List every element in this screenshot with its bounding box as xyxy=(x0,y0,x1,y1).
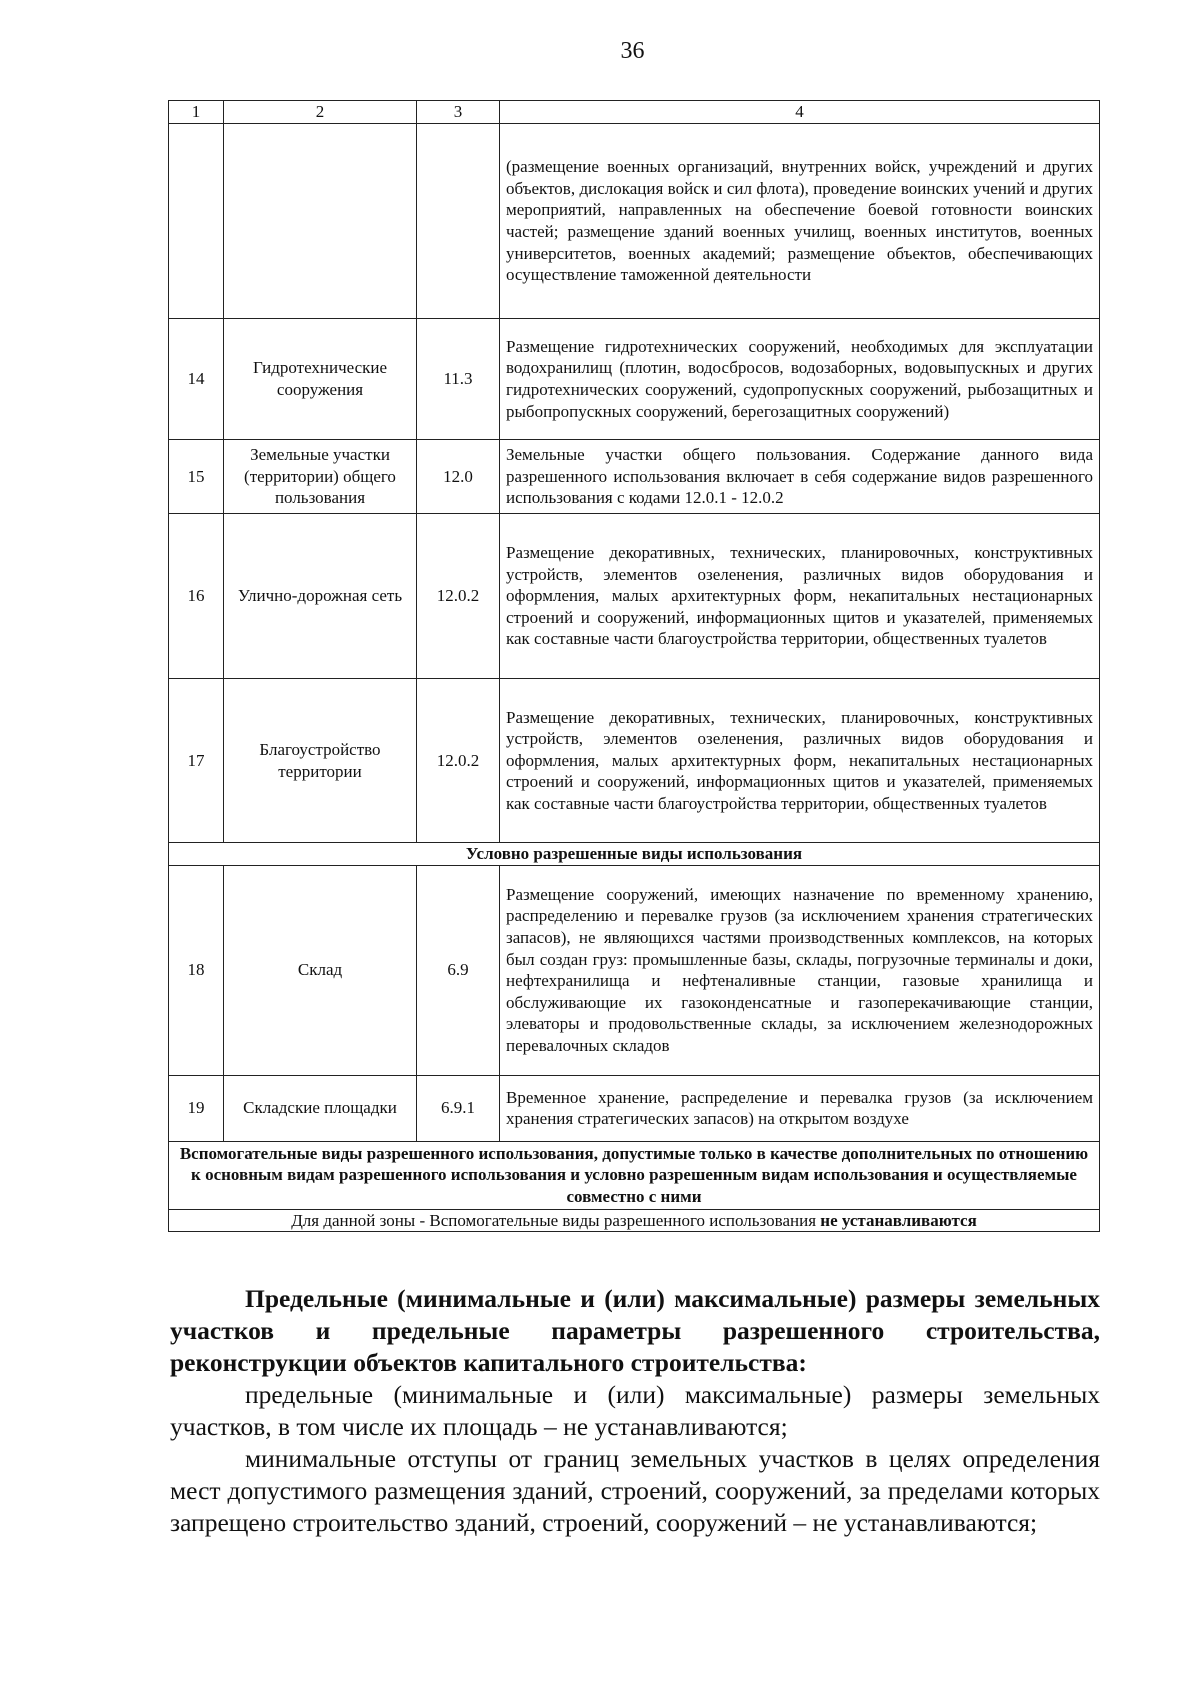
row-number: 14 xyxy=(169,319,224,440)
table-row xyxy=(169,319,1100,440)
use-type-code xyxy=(417,124,500,319)
aux-note xyxy=(169,1209,1100,1232)
use-type-code: 6.9.1 xyxy=(417,1075,500,1141)
page-number: 36 xyxy=(620,38,645,64)
row-number: 16 xyxy=(169,514,224,679)
row-number: 17 xyxy=(169,679,224,843)
use-type-description: Размещение декоративных, технических, планировочных, конструктивных устройств, элементов озеленения, различных видов оборудования и оформления, малых архитектурных форм, некапитальных нестационарных строений и сооружений, информационных щитов и указателей, применяемых как составные части благоустройства территории, общественных туалетов xyxy=(500,679,1100,843)
row-number: 18 xyxy=(169,865,224,1075)
aux-title: Вспомогательные виды разрешенного использования, допустимые только в качестве дополнительных по отношению к основным видам разрешенного использования и условно разрешенным видам использования и осуществляемые совместно с ними xyxy=(169,1141,1100,1209)
use-type-code: 6.9 xyxy=(417,865,500,1075)
table-row xyxy=(169,440,1100,514)
aux-note-status: не устанавливаются xyxy=(820,1210,977,1230)
use-type-name: Улично-дорожная сеть xyxy=(224,514,417,679)
use-type-code: 11.3 xyxy=(417,319,500,440)
column-header: 2 xyxy=(224,101,417,124)
use-type-name: Склад xyxy=(224,865,417,1075)
paragraph: предельные (минимальные и (или) максимальные) размеры земельных участков, в том числе их площадь – не устанавливаются; xyxy=(170,1380,1100,1441)
use-type-name xyxy=(224,124,417,319)
use-type-code: 12.0.2 xyxy=(417,514,500,679)
section-title-row xyxy=(169,843,1100,866)
use-type-code: 12.0.2 xyxy=(417,679,500,843)
aux-note-prefix: Для данной зоны - Вспомогательные виды разрешенного использования xyxy=(291,1210,817,1230)
row-number xyxy=(169,124,224,319)
section-title: Условно разрешенные виды использования xyxy=(169,843,1100,866)
table-header-row xyxy=(169,101,1100,124)
table-row xyxy=(169,124,1100,319)
use-type-description: Размещение декоративных, технических, планировочных, конструктивных устройств, элементов озеленения, различных видов оборудования и оформления, малых архитектурных форм, некапитальных нестационарных строений и сооружений, информационных щитов и указателей, применяемых как составные части благоустройства территории, общественных туалетов xyxy=(500,514,1100,679)
use-type-description: (размещение военных организаций, внутренних войск, учреждений и других объектов, дислокация войск и сил флота), проведение воинских учений и других мероприятий, направленных на обеспечение боевой готовности воинских частей; размещение зданий военных училищ, военных институтов, военных университетов, военных академий; размещение объектов, обеспечивающих осуществление таможенной деятельности xyxy=(500,124,1100,319)
table-row xyxy=(169,865,1100,1075)
column-header: 1 xyxy=(169,101,224,124)
body-text xyxy=(170,1283,1100,1539)
use-type-name: Гидротехнические сооружения xyxy=(224,319,417,440)
section-heading: Предельные (минимальные и (или) максимальные) размеры земельных участков и предельные параметры разрешенного строительства, реконструкции объектов капитального строительства: xyxy=(170,1284,1100,1377)
use-type-description: Земельные участки общего пользования. Содержание данного вида разрешенного использования включает в себя содержание видов разрешенного использования с кодами 12.0.1 - 12.0.2 xyxy=(500,440,1100,514)
use-type-code: 12.0 xyxy=(417,440,500,514)
aux-note-row xyxy=(169,1209,1100,1232)
column-header: 4 xyxy=(500,101,1100,124)
table-row xyxy=(169,514,1100,679)
aux-title-row xyxy=(169,1141,1100,1209)
use-type-description: Размещение гидротехнических сооружений, необходимых для эксплуатации водохранилищ (плотин, водосбросов, водозаборных, водовыпускных и других гидротехнических сооружений, судопропускных сооружений, рыбозащитных и рыбопропускных сооружений, берегозащитных сооружений) xyxy=(500,319,1100,440)
use-type-name: Благоустройство территории xyxy=(224,679,417,843)
land-use-table xyxy=(168,100,1100,1232)
table-row xyxy=(169,1075,1100,1141)
use-type-description: Временное хранение, распределение и перевалка грузов (за исключением хранения стратегических запасов) на открытом воздухе xyxy=(500,1075,1100,1141)
row-number: 15 xyxy=(169,440,224,514)
table-row xyxy=(169,679,1100,843)
paragraph: минимальные отступы от границ земельных участков в целях определения мест допустимого размещения зданий, строений, сооружений, за пределами которых запрещено строительство зданий, строений, сооружений – не устанавливаются; xyxy=(170,1444,1100,1537)
use-type-name: Складские площадки xyxy=(224,1075,417,1141)
use-type-name: Земельные участки (территории) общего пользования xyxy=(224,440,417,514)
column-header: 3 xyxy=(417,101,500,124)
use-type-description: Размещение сооружений, имеющих назначение по временному хранению, распределению и перевалке грузов (за исключением хранения стратегических запасов), не являющихся частями производственных комплексов, на которых был создан груз: промышленные базы, склады, погрузочные терминалы и доки, нефтехранилища и нефтеналивные станции, газовые хранилища и обслуживающие их газоконденсатные и газоперекачивающие станции, элеваторы и продовольственные склады, за исключением железнодорожных перевалочных складов xyxy=(500,865,1100,1075)
row-number: 19 xyxy=(169,1075,224,1141)
